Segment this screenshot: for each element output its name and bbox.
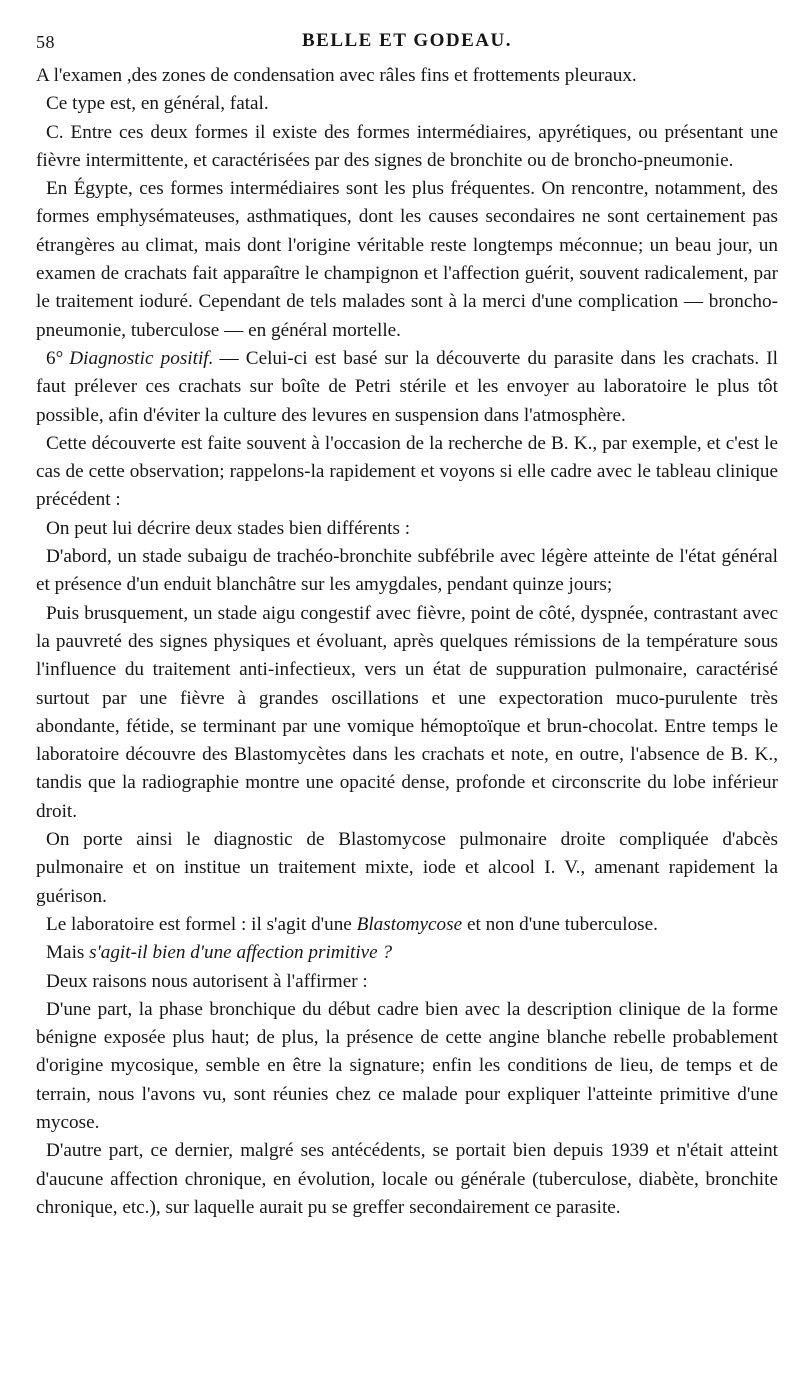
paragraph: A l'examen ,des zones de condensation avec râles fins et frottements pleuraux. <box>36 65 637 86</box>
page-number: 58 <box>36 32 55 52</box>
section-paragraph-diagnostic <box>36 345 778 430</box>
paragraph-text: Mais <box>46 942 90 964</box>
paragraph: Cette découverte est faite souvent à l'occasion de la recherche de B. K., par exemple, et c'est le cas de cette observation; rappelons-la rapidement et voyons si elle cadre avec le tableau clinique précédent : <box>36 432 778 511</box>
body-text <box>36 62 778 1222</box>
paragraph: On porte ainsi le diagnostic de Blastomycose pulmonaire droite compliquée d'abcès pulmonaire et on institue un traitement mixte, iode et alcool I. V., amenant rapidement la guérison. <box>36 829 778 907</box>
paragraph: D'abord, un stade subaigu de trachéo-bronchite subfébrile avec légère atteinte de l'état général et présence d'un enduit blanchâtre sur les amygdales, pendant quinze jours; <box>36 546 778 596</box>
paragraph: On peut lui décrire deux stades bien différents : <box>46 517 411 539</box>
paragraph: Puis brusquement, un stade aigu congestif avec fièvre, point de côté, dyspnée, contrastant avec la pauvreté des signes physiques et évoluant, après quelques rémissions de la température sous l'influence du traitement anti-infectieux, vers un état de suppuration pulmonaire, caractérisé surtout par une fièvre à grandes oscillations et une expectoration muco-purulente très abondante, fétide, se terminant par une vomique hémoptoïque et brun-chocolat. Entre temps le laboratoire découvre des Blastomycètes dans les crachats et note, en outre, l'absence de B. K., tandis que la radiographie montre une opacité dense, profonde et circonscrite du lobe inférieur droit. <box>36 602 778 822</box>
paragraph: D'autre part, ce dernier, malgré ses antécédents, se portait bien depuis 1939 et n'était atteint d'aucune affection chronique, en évolution, locale ou générale (tuberculose, diabète, bronchite chronique, etc.), sur laquelle aurait pu se greffer secondairement ce parasite. <box>36 1140 778 1218</box>
paragraph: D'une part, la phase bronchique du début cadre bien avec la description clinique de la forme bénigne exposée plus haut; de plus, la présence de cette angine blanche rebelle probablement d'origine mycosique, semble en être la signature; enfin les conditions de lieu, de temps et de terrain, nous l'avons vu, sont réunies chez ce malade pour expliquer l'atteinte primitive d'une mycose. <box>36 998 778 1133</box>
section-number: 6° <box>46 347 64 369</box>
section-heading: Diagnostic positif. <box>69 347 214 369</box>
paragraph-text: Le laboratoire est formel : il s'agit d'une <box>46 913 357 935</box>
paragraph: Ce type est, en général, fatal. <box>46 93 269 115</box>
paragraph: C. Entre ces deux formes il existe des formes intermédiaires, apyrétiques, ou présentant une fièvre intermittente, et caractérisées par des signes de bronchite ou de broncho-pneumonie. <box>36 121 778 171</box>
italic-term: Blastomycose <box>356 913 463 935</box>
paragraph: Deux raisons nous autorisent à l'affirmer : <box>46 970 368 992</box>
italic-question: s'agit-il bien d'une affection primitive ? <box>89 942 393 964</box>
running-head: BELLE ET GODEAU. <box>301 30 512 51</box>
paragraph-text: — Celui-ci est basé sur la découverte du parasite dans les crachats. Il faut prélever ces crachats sur boîte de Petri stérile et les envoyer au laboratoire le plus tôt possible, afin d'éviter la culture des levures en suspension dans l'atmosphère. <box>36 347 779 426</box>
paragraph <box>36 911 778 939</box>
paragraph: En Égypte, ces formes intermédiaires sont les plus fréquentes. On rencontre, notamment, des formes emphysémateuses, asthmatiques, dont les causes secondaires ne sont certainement pas étrangères au climat, mais dont l'origine véritable reste longtemps méconnue; un beau jour, un examen de crachats fait apparaître le champignon et l'affection guérit, souvent radicalement, par le traitement ioduré. Cependant de tels malades sont à la merci d'une complication — broncho-pneumonie, tuberculose — en général mortelle. <box>36 178 778 341</box>
paragraph-text: et non d'une tuberculose. <box>462 913 658 935</box>
page-header <box>36 30 778 62</box>
paragraph <box>36 939 778 967</box>
document-page <box>36 30 778 1222</box>
